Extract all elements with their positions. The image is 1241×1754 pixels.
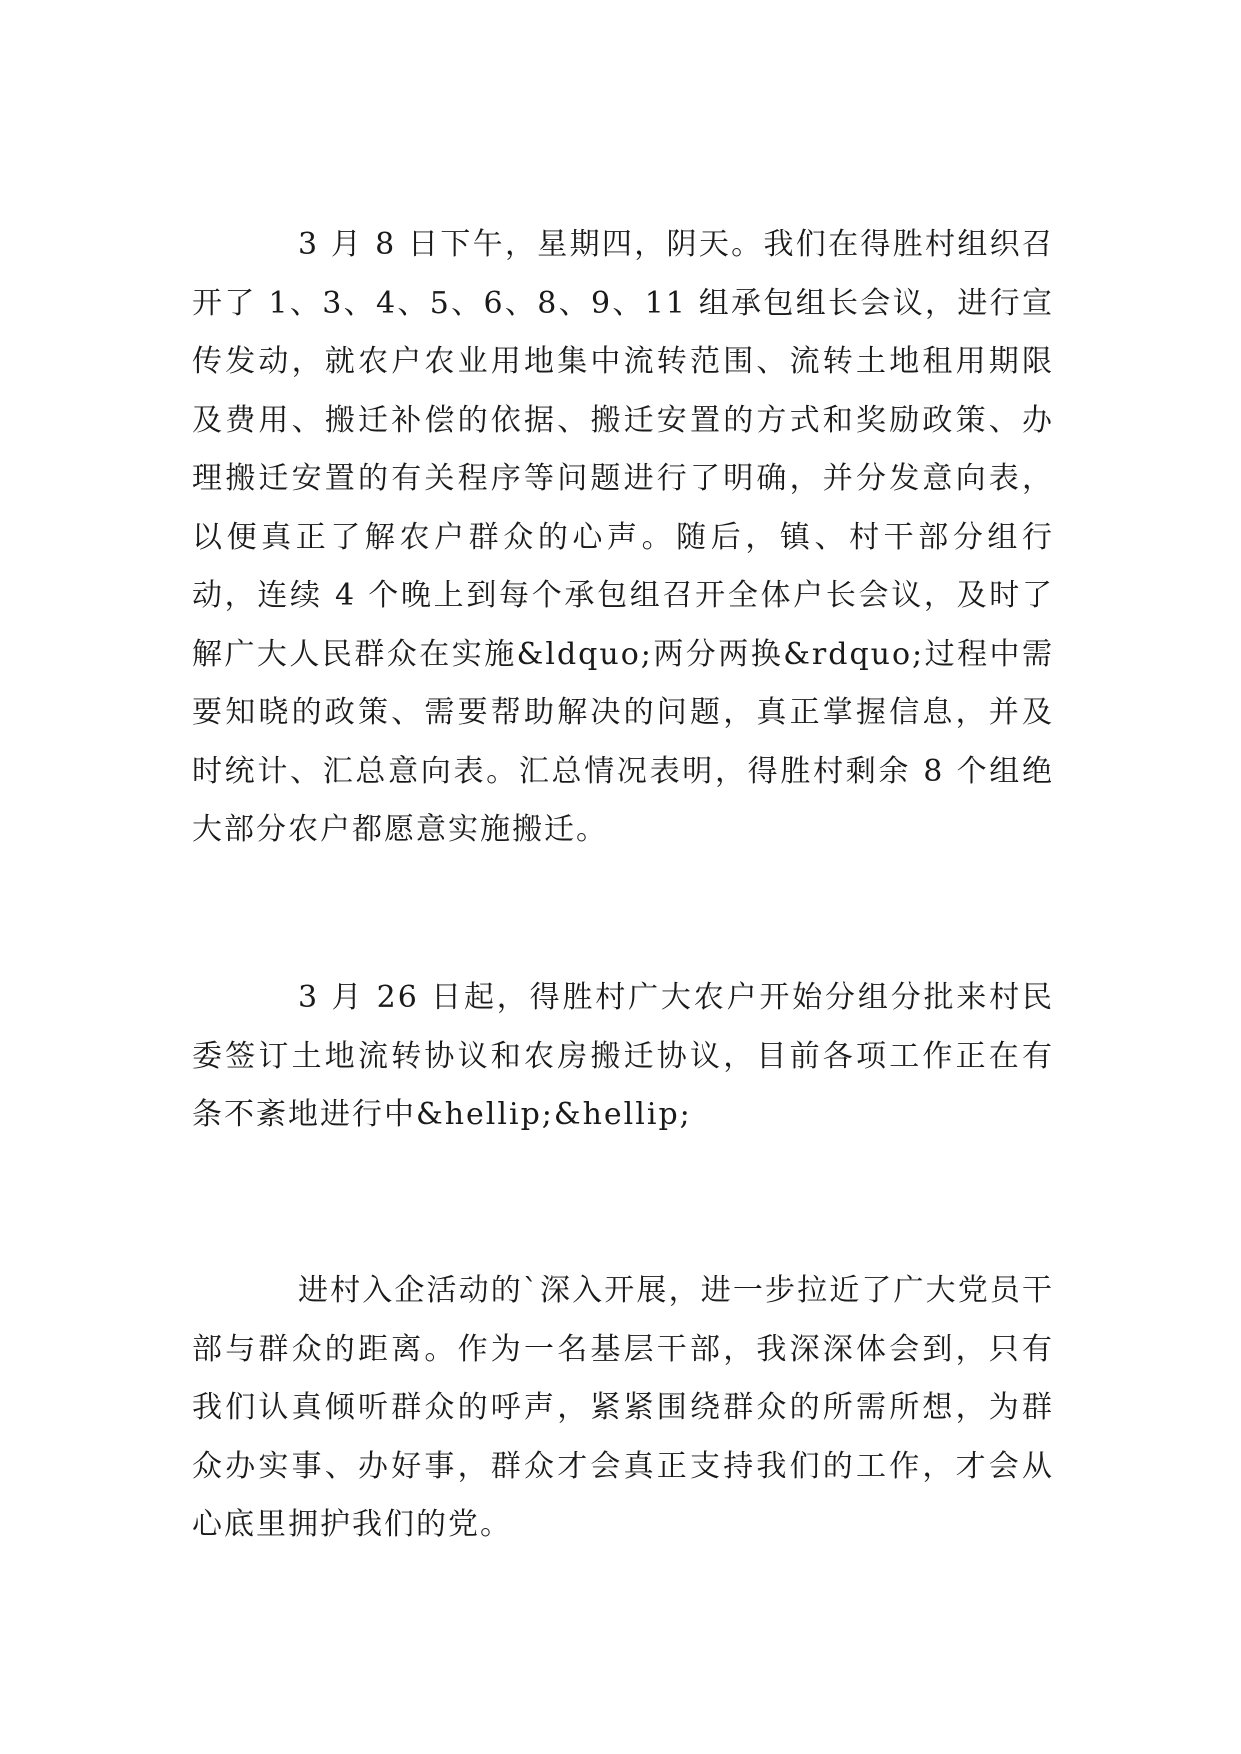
paragraph-meeting: 3 月 8 日下午，星期四，阴天。我们在得胜村组织召开了 1、3、4、5、6、8、9、11 组承包组长会议，进行宣传发动，就农户农业用地集中流转范围、流转土地租用期限及费用、搬迁补偿的依据、搬迁安置的方式和奖励政策、办理搬迁安置的有关程序等问题进行了明确，并分发意向表，以便真正了解农户群众的心声。随后，镇、村干部分组行动，连续 4 个晚上到每个承包组召开全体户长会议，及时了解广大人民群众在实施&ldquo;两分两换&rdquo;过程中需要知晓的政策、需要帮助解决的问题，真正掌握信息，并及时统计、汇总意向表。汇总情况表明，得胜村剩余 8 个组绝大部分农户都愿意实施搬迁。 — [192, 227, 1054, 847]
paragraph-agreement: 3 月 26 日起，得胜村广大农户开始分组分批来村民委签订土地流转协议和农房搬迁协议，目前各项工作正在有条不紊地进行中&hellip;&hellip; — [192, 980, 1054, 1132]
paragraph-reflection: 进村入企活动的`深入开展，进一步拉近了广大党员干部与群众的距离。作为一名基层干部，我深深体会到，只有我们认真倾听群众的呼声，紧紧围绕群众的所需所想，为群众办实事、办好事，群众才会真正支持我们的工作，才会从心底里拥护我们的党。 — [192, 1273, 1054, 1542]
